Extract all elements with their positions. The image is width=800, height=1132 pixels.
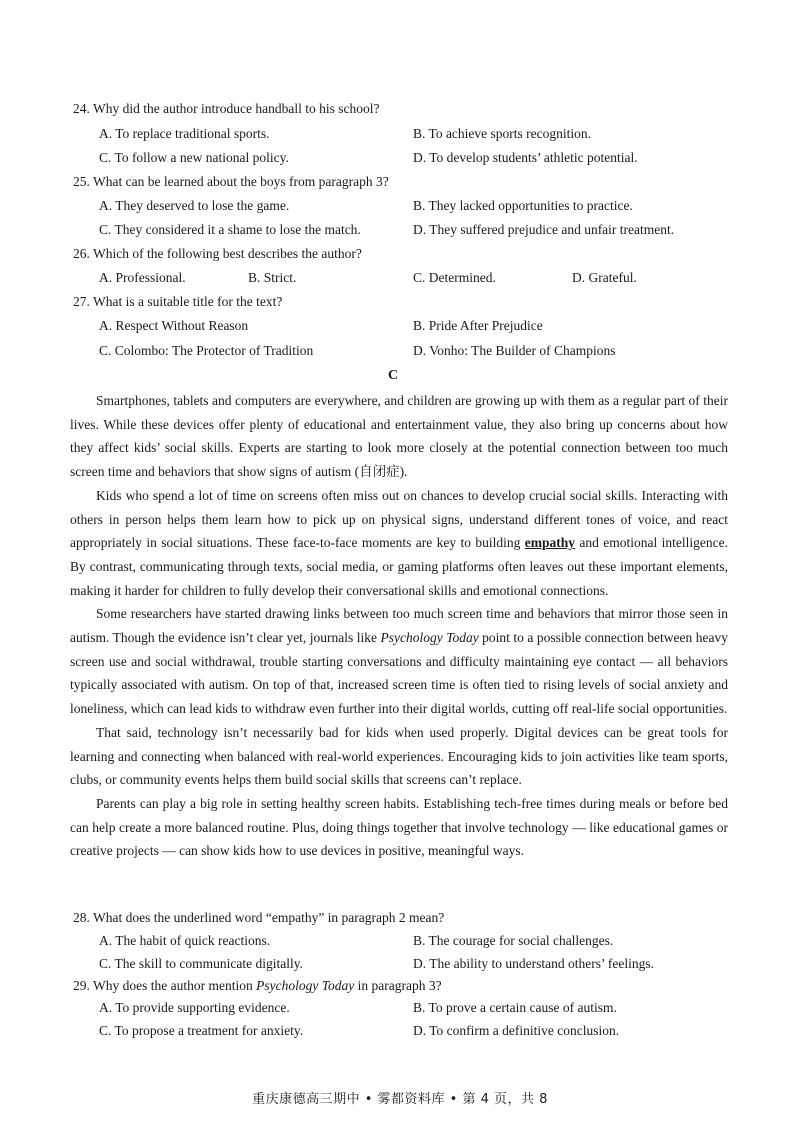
paragraph-5: Parents can play a big role in setting healthy screen habits. Establishing tech-free times during meals or before bed can help create a more balanced routine. Plus, doing things together that involve technology — like educational games or creative projects — can show kids how to use devices in positive, meaningful ways. <box>70 795 728 859</box>
option-29-d[interactable]: D. To confirm a definitive conclusion. <box>413 1023 620 1038</box>
question-number: 26. <box>73 246 90 261</box>
paragraph-1: Smartphones, tablets and computers are everywhere, and children are growing up with them as a regular part of their lives. While these devices offer plenty of educational and entertainment value, they also bring up concerns about how they affect kids’ social skills. Experts are starting to look more closely at the potential connection between too much screen time and behaviors that show signs of autism (自闭症). <box>70 393 728 480</box>
reading-passage <box>70 389 728 863</box>
option-26-d[interactable]: D. Grateful. <box>572 270 637 285</box>
option-24-a[interactable]: A. To replace traditional sports. <box>99 126 270 141</box>
option-28-b[interactable]: B. The courage for social challenges. <box>413 933 614 948</box>
option-27-c[interactable]: C. Colombo: The Protector of Tradition <box>99 343 314 358</box>
option-29-c[interactable]: C. To propose a treatment for anxiety. <box>99 1023 304 1038</box>
journal-title: Psychology Today <box>380 630 479 646</box>
option-26-b[interactable]: B. Strict. <box>248 270 297 285</box>
question-number: 28. <box>73 910 90 925</box>
question-stem: What does the underlined word “empathy” in paragraph 2 mean? <box>93 910 445 925</box>
question-stem: Why did the author introduce handball to his school? <box>93 101 380 116</box>
option-28-d[interactable]: D. The ability to understand others’ feelings. <box>413 956 654 971</box>
option-24-b[interactable]: B. To achieve sports recognition. <box>413 126 592 141</box>
question-stem: What is a suitable title for the text? <box>93 294 283 309</box>
option-27-d[interactable]: D. Vonho: The Builder of Champions <box>413 343 616 358</box>
option-29-a[interactable]: A. To provide supporting evidence. <box>99 1000 290 1015</box>
question-number: 27. <box>73 294 90 309</box>
section-label: C <box>388 368 399 383</box>
question-24 <box>73 99 379 119</box>
option-27-a[interactable]: A. Respect Without Reason <box>99 318 249 333</box>
question-number: 29. <box>73 978 90 993</box>
option-25-d[interactable]: D. They suffered prejudice and unfair treatment. <box>413 222 675 237</box>
question-number: 25. <box>73 174 90 189</box>
page-footer: 重庆康德高三期中 • 雾都资料库 • 第 4 页，共 8 <box>252 1092 548 1107</box>
question-number: 24. <box>73 101 90 116</box>
question-28 <box>73 908 444 928</box>
question-27 <box>73 292 282 312</box>
question-29 <box>73 976 442 996</box>
option-25-a[interactable]: A. They deserved to lose the game. <box>99 198 290 213</box>
option-26-a[interactable]: A. Professional. <box>99 270 186 285</box>
option-26-c[interactable]: C. Determined. <box>413 270 496 285</box>
underlined-word: empathy <box>524 535 576 551</box>
question-stem: What can be learned about the boys from paragraph 3? <box>93 174 389 189</box>
paragraph-4: That said, technology isn’t necessarily bad for kids when used properly. Digital devices can be great tools for learning and connecting when balanced with real-world experiences. Encouraging kids to join activities like team sports, clubs, or community events helps them build social skills that screens can’t replace. <box>70 724 728 788</box>
question-stem: Why does the author mention Psychology Today in paragraph 3? <box>93 978 442 993</box>
option-29-b[interactable]: B. To prove a certain cause of autism. <box>413 1000 617 1015</box>
option-25-c[interactable]: C. They considered it a shame to lose the match. <box>99 222 361 237</box>
option-28-c[interactable]: C. The skill to communicate digitally. <box>99 956 303 971</box>
option-28-a[interactable]: A. The habit of quick reactions. <box>99 933 271 948</box>
paragraph-2: Kids who spend a lot of time on screens often miss out on chances to develop crucial social skills. Interacting with others in person helps them learn how to pick up on physical signs, understand different tones of voice, and react appropriately in social situations. These face-to-face moments are key to building empathy and emotional intelligence. By contrast, communicating through texts, social media, or gaming platforms often leaves out these important elements, making it harder for children to fully develop their conversational skills and emotional connections. <box>70 487 729 598</box>
paragraph-3: Some researchers have started drawing links between too much screen time and behaviors that mirror those seen in autism. Though the evidence isn’t clear yet, journals like Psychology Today point to a possible connection between heavy screen use and social withdrawal, trouble starting conversations and difficulty maintaining eye contact — all behaviors typically associated with autism. On top of that, increased screen time is often tied to rising levels of social anxiety and loneliness, which can lead kids to withdraw even further into their digital worlds, cutting off real-life social opportunities. <box>70 606 728 717</box>
option-25-b[interactable]: B. They lacked opportunities to practice. <box>413 198 633 213</box>
option-27-b[interactable]: B. Pride After Prejudice <box>413 318 543 333</box>
question-25 <box>73 172 389 192</box>
option-24-d[interactable]: D. To develop students’ athletic potential. <box>413 150 638 165</box>
question-stem: Which of the following best describes the author? <box>93 246 362 261</box>
question-26 <box>73 244 362 264</box>
option-24-c[interactable]: C. To follow a new national policy. <box>99 150 289 165</box>
